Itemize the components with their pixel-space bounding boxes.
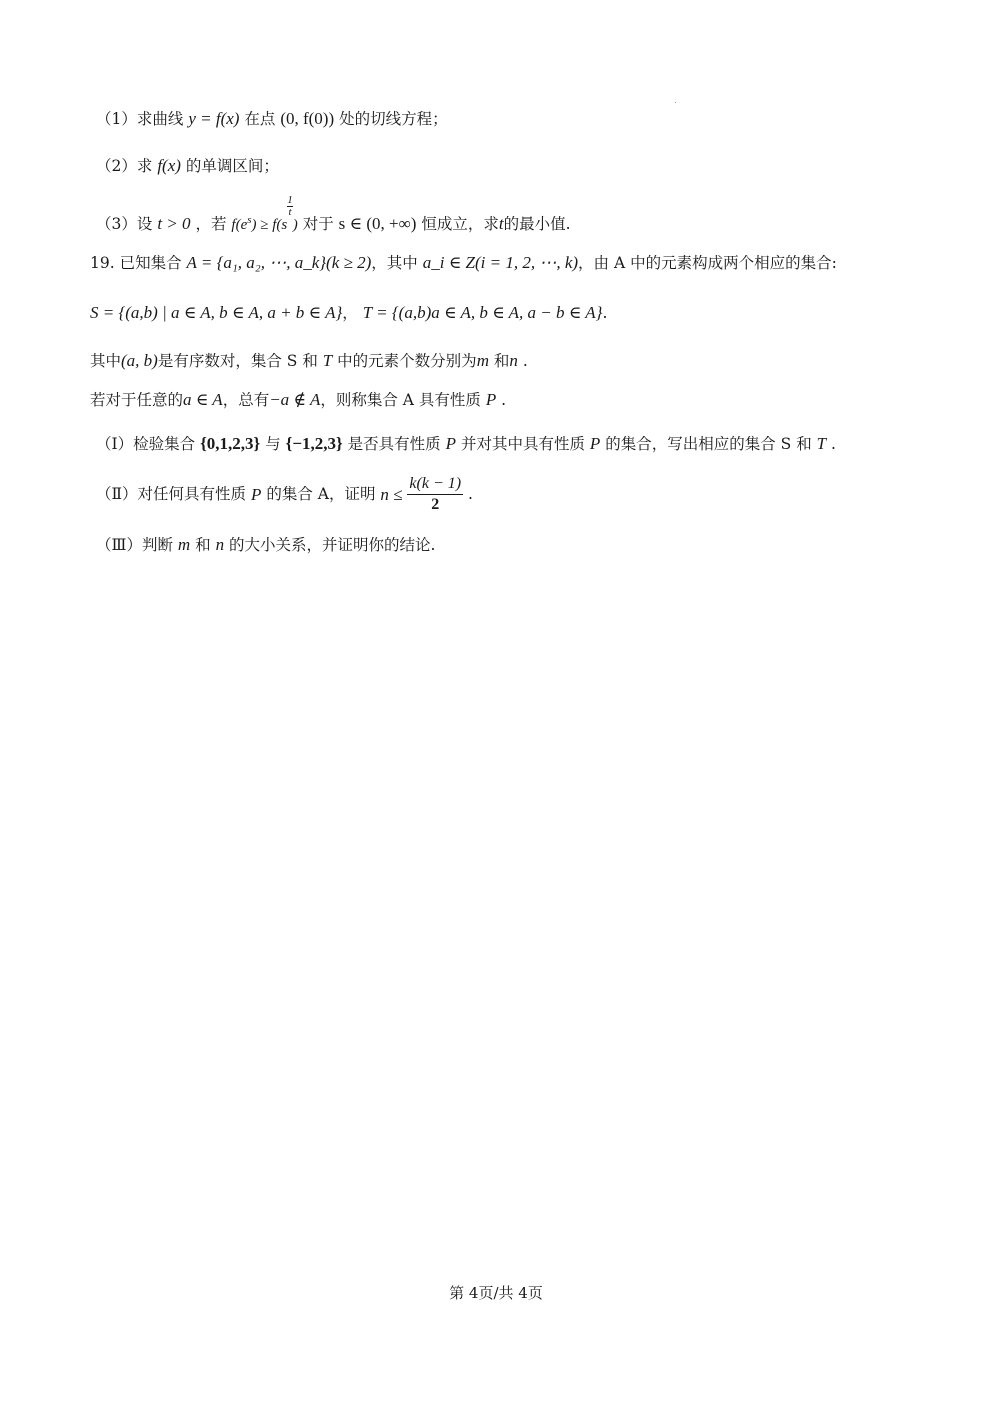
page-footer: 第 4页/共 4页: [449, 1284, 543, 1302]
text: 设: [136, 215, 153, 233]
period: .: [468, 484, 473, 503]
text: 求曲线: [136, 110, 184, 128]
text: ，总有: [222, 391, 270, 409]
text: ，若: [195, 215, 227, 233]
text: 和: [493, 352, 510, 370]
set-s-definition: S = {(a,b) | a ∈ A, b ∈ A, a + b ∈ A}: [90, 303, 343, 322]
part-label: （2）: [96, 157, 137, 175]
variable: m: [476, 351, 489, 370]
text: 在点: [244, 110, 276, 128]
set-a-definition: A = {a₁, a₂, ⋯, a_k}(k ≥ 2): [186, 253, 372, 272]
separator: ，: [342, 304, 358, 322]
part-label: （Ⅲ）: [96, 536, 142, 554]
question-number: 19.: [90, 254, 115, 272]
text: 处的切线方程；: [339, 110, 448, 128]
variable: P: [445, 434, 456, 453]
q19-property-definition: [90, 391, 506, 409]
q18-part2: [96, 157, 279, 175]
text: 并对其中具有性质: [460, 435, 585, 453]
math-fragment: ): [292, 217, 298, 233]
q18-part1: [96, 110, 448, 128]
period: .: [522, 352, 528, 370]
variable: P: [251, 485, 262, 504]
math-fragment: ) ≥ f(s: [251, 217, 288, 233]
text: 恒成立，求: [421, 215, 499, 233]
element-condition: a_i ∈ Z(i = 1, 2, ⋯, k): [422, 253, 579, 272]
part-label: （1）: [96, 110, 137, 128]
text: 的集合 A，证明: [266, 484, 376, 503]
period: .: [501, 391, 507, 409]
text: 是有序数对，集合 S 和: [157, 352, 318, 370]
variable: n: [215, 535, 225, 554]
variable: P: [589, 434, 601, 453]
q19-sets: [90, 304, 607, 322]
part-label: （Ⅰ）: [96, 435, 134, 453]
text: 其中: [90, 352, 122, 370]
math-fragment: f(e: [231, 217, 248, 233]
text: 是否具有性质: [347, 435, 441, 453]
variable: t: [498, 214, 504, 233]
math-expression: −a ∉ A: [269, 390, 321, 409]
variable: n: [509, 351, 518, 370]
inequality-expression: [231, 194, 298, 233]
math-expression: s ∈ (0, +∞): [338, 214, 417, 233]
math-expression: n ≤: [380, 485, 403, 504]
text: 中的元素个数分别为: [337, 352, 477, 370]
text: 的集合，写出相应的集合 S 和: [605, 435, 812, 453]
part-label: （3）: [96, 215, 137, 233]
superscript: s: [247, 214, 252, 226]
text: 的最小值.: [503, 215, 571, 233]
q19-part1: [96, 435, 836, 453]
text: ，由 A 中的元素构成两个相应的集合:: [578, 254, 837, 272]
text: 若对于任意的: [90, 391, 184, 409]
exponent-numerator: 1: [287, 194, 293, 206]
text: 对于: [302, 215, 334, 233]
text: 求: [136, 157, 153, 175]
variable: T: [816, 434, 827, 453]
set-t-definition: T = {(a,b)a ∈ A, b ∈ A, a − b ∈ A}: [362, 303, 603, 322]
fraction-denominator: 2: [431, 496, 440, 513]
period: .: [602, 304, 608, 322]
scan-speck: [675, 102, 676, 103]
math-expression: (0, f(0)): [280, 109, 335, 128]
part-label: （Ⅱ）: [96, 484, 138, 503]
text: 检验集合: [133, 435, 196, 453]
math-expression: a ∈ A: [183, 390, 223, 409]
text: 已知集合: [119, 254, 182, 272]
text: 对任何具有性质: [137, 484, 247, 503]
period: .: [831, 435, 836, 453]
text: ，其中: [371, 254, 418, 272]
variable: P: [485, 390, 497, 409]
set-literal: {−1,2,3}: [285, 434, 343, 453]
fraction: [407, 476, 463, 513]
set-literal: {0,1,2,3}: [200, 434, 261, 453]
text: 的大小关系，并证明你的结论.: [229, 536, 436, 554]
math-expression: f(x): [157, 156, 181, 175]
text: ，则称集合 A 具有性质: [320, 391, 481, 409]
fraction-exponent: [287, 195, 293, 218]
q19-intro: [90, 254, 837, 272]
variable: m: [177, 535, 191, 554]
text: 与: [265, 435, 281, 453]
text: 判断: [141, 536, 173, 554]
fraction-numerator: k(k − 1): [407, 476, 463, 495]
q19-part2: [96, 476, 473, 513]
math-expression: (a, b): [121, 351, 158, 370]
q18-part3: [96, 194, 571, 233]
math-expression: t > 0: [157, 214, 191, 233]
math-expression: y = f(x): [188, 109, 240, 128]
q19-part3: [96, 536, 435, 554]
text: 的单调区间；: [185, 157, 279, 175]
text: 和: [195, 536, 211, 554]
exponent-denominator: t: [288, 206, 292, 218]
variable: T: [322, 351, 333, 370]
q19-ordered-pair-note: [90, 352, 528, 370]
